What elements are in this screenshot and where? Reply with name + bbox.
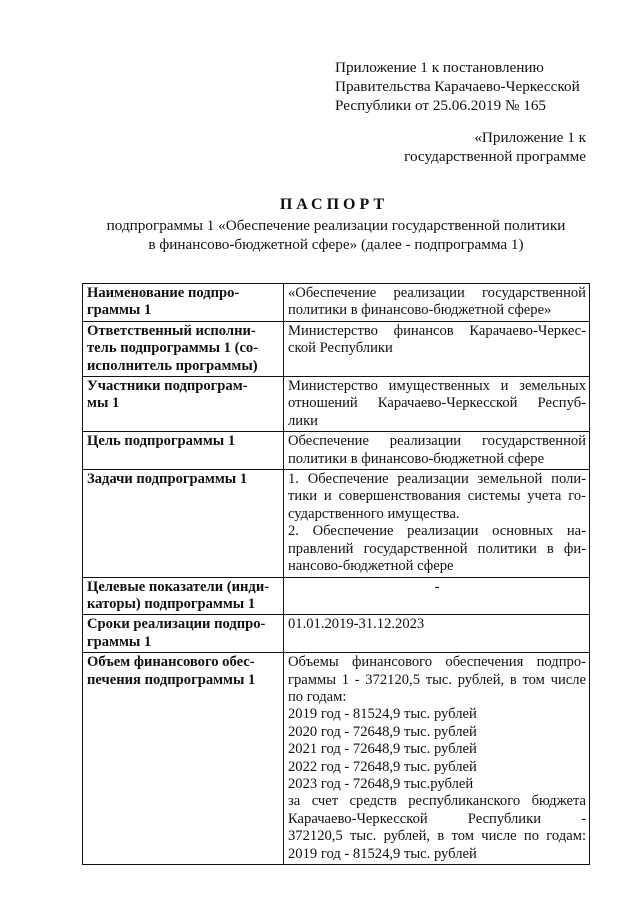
value-line: 2021 год - 72648,9 тыс. рублей (288, 741, 477, 758)
subtitle-line: подпрограммы 1 «Обеспечение реализации государственной политики (106, 217, 566, 234)
value-line: ской Республики (288, 340, 393, 357)
value-line: Карачаево-Черкесской Республики - (288, 810, 586, 827)
value-line: политики в финансово-бюджетной сфере (288, 450, 545, 467)
value-line: тики и совершенствования системы учета го- (288, 488, 586, 505)
appendix-reference (335, 58, 635, 115)
row-value-responsible (284, 321, 590, 376)
label-line: Целевые показатели (инди- (87, 578, 270, 595)
passport-table (82, 283, 590, 865)
value-line: 372120,5 тыс. рублей, в том числе по годам: (288, 828, 586, 845)
value-line: 01.01.2019-31.12.2023 (288, 616, 425, 633)
subtitle-line: в финансово-бюджетной сфере» (далее - подпрограмма 1) (148, 236, 524, 253)
row-value-goal (284, 432, 590, 470)
label-line: печения подпрограммы 1 (87, 671, 256, 688)
value-line: нансово-бюджетной сфере (288, 558, 454, 575)
row-label-responsible (83, 321, 284, 376)
label-line: граммы 1 (87, 302, 152, 319)
value-line: 2022 год - 72648,9 тыс. рублей (288, 758, 477, 775)
row-label-goal (83, 432, 284, 470)
value-line: по годам: (288, 688, 347, 705)
row-value-funding (284, 653, 590, 865)
label-line: Объем финансового обес- (87, 654, 255, 671)
table-row (83, 432, 590, 470)
label-line: тель подпрограммы 1 (со- (87, 340, 259, 357)
appendix-program-reference (404, 128, 586, 166)
value-line: 2019 год - 81524,9 тыс. рублей (288, 845, 477, 862)
value-line: 2019 год - 81524,9 тыс. рублей (288, 706, 477, 723)
table-row (83, 577, 590, 615)
value-line: - (434, 578, 440, 595)
value-line: 2. Обеспечение реализации основных на- (288, 523, 586, 540)
value-line: Министерство финансов Карачаево-Черкес- (288, 322, 586, 339)
row-label-tasks (83, 470, 284, 577)
value-line: Объемы финансового обеспечения подпро- (288, 654, 586, 671)
value-line: Министерство имущественных и земельных (288, 378, 586, 395)
appendix2-line: государственной программе (404, 148, 586, 165)
value-line: отношений Карачаево-Черкесской Респуб- (288, 395, 586, 412)
value-line: политики в финансово-бюджетной сфере» (288, 302, 552, 319)
value-line: 2020 год - 72648,9 тыс. рублей (288, 723, 477, 740)
table-row (83, 615, 590, 653)
appendix-line: Правительства Карачаево-Черкесской (335, 78, 580, 95)
table-row (83, 653, 590, 865)
table-row (83, 470, 590, 577)
value-line: «Обеспечение реализации государственной (288, 285, 586, 301)
row-value-tasks (284, 470, 590, 577)
label-line: Наименование подпро- (87, 285, 240, 301)
table-row (83, 284, 590, 322)
row-label-funding (83, 653, 284, 865)
label-line: Цель подпрограммы 1 (87, 433, 236, 450)
label-line: Участники подпрограм- (87, 378, 248, 395)
document-subtitle (60, 216, 612, 254)
row-value-timeline (284, 615, 590, 653)
label-line: мы 1 (87, 395, 120, 412)
label-line: исполнитель программы) (87, 357, 258, 374)
value-line: сударственного имущества. (288, 505, 460, 522)
appendix-line: Приложение 1 к постановлению (335, 59, 544, 76)
value-line: 2023 год - 72648,9 тыс.рублей (288, 775, 474, 792)
value-line: за счет средств республиканского бюджета (288, 793, 586, 810)
row-value-participants (284, 377, 590, 432)
row-value-name (284, 284, 590, 322)
label-line: граммы 1 (87, 633, 152, 650)
document-title: ПАСПОРТ (279, 196, 389, 213)
table-row (83, 377, 590, 432)
row-label-name (83, 284, 284, 322)
label-line: Сроки реализации подпро- (87, 616, 266, 633)
row-label-indicators (83, 577, 284, 615)
row-label-participants (83, 377, 284, 432)
value-line: граммы 1 - 372120,5 тыс. рублей, в том числе (288, 671, 586, 688)
label-line: каторы) подпрограммы 1 (87, 595, 256, 612)
value-line: правлений государственной политики в фи- (288, 540, 586, 557)
label-line: Задачи подпрограммы 1 (87, 471, 248, 488)
label-line: Ответственный исполни- (87, 322, 256, 339)
value-line: лики (288, 412, 318, 429)
appendix2-line: «Приложение 1 к (474, 129, 586, 146)
row-value-indicators (284, 577, 590, 615)
table-row (83, 321, 590, 376)
value-line: Обеспечение реализации государственной (288, 433, 586, 450)
row-label-timeline (83, 615, 284, 653)
value-line: 1. Обеспечение реализации земельной поли- (288, 471, 586, 488)
appendix-line: Республики от 25.06.2019 № 165 (335, 97, 547, 114)
